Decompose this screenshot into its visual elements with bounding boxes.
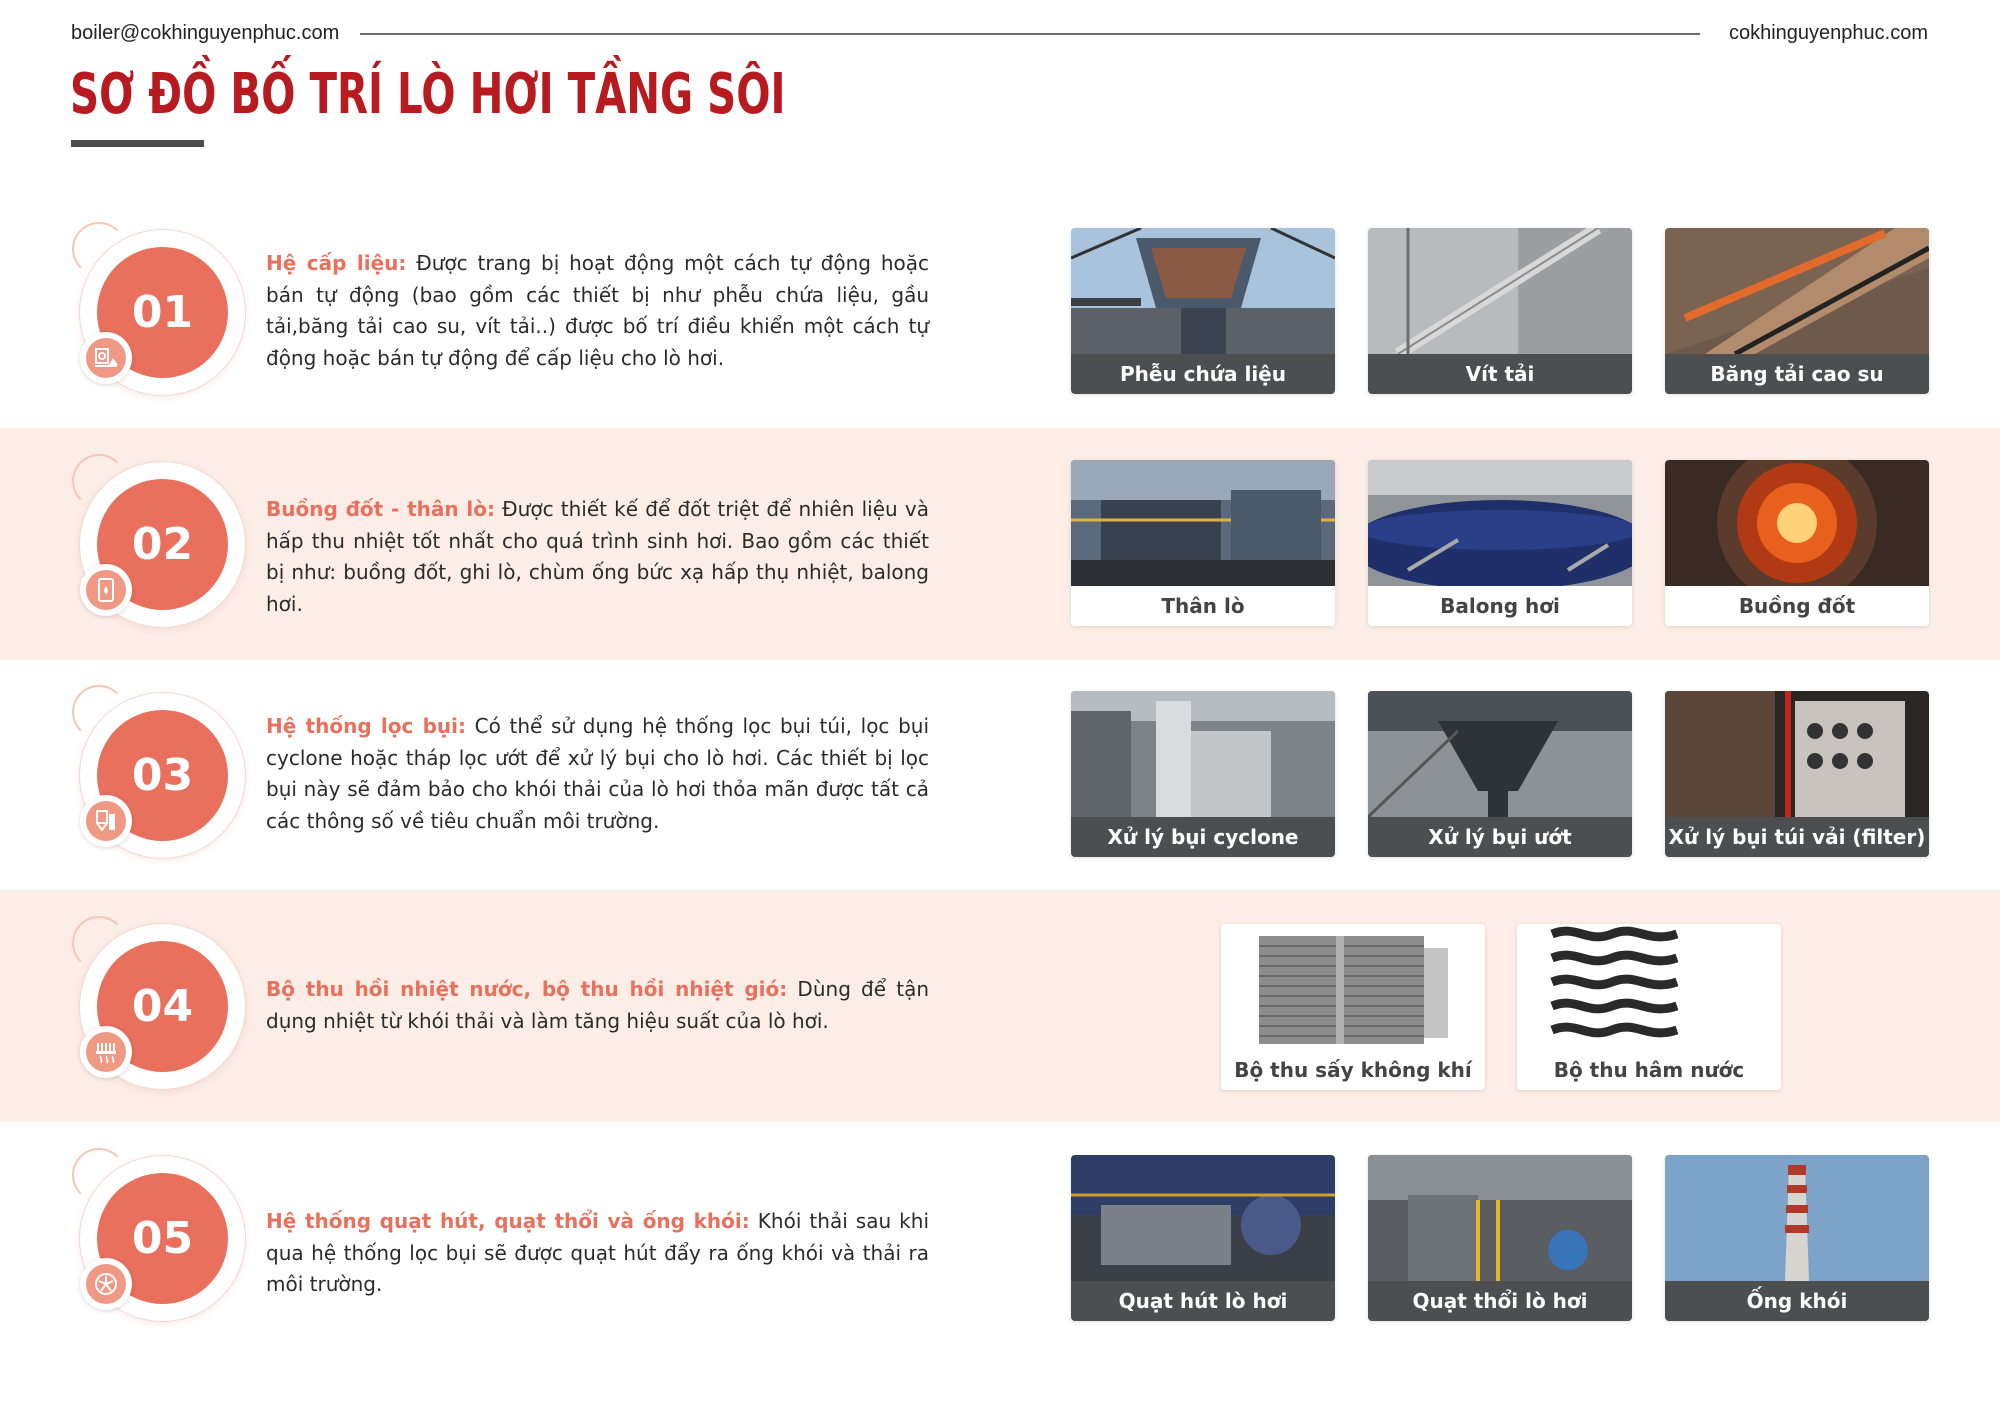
header-rule xyxy=(360,33,1700,35)
image-card xyxy=(1071,691,1335,857)
contact-email[interactable]: boiler@cokhinguyenphuc.com xyxy=(71,22,340,44)
chimney-photo xyxy=(1665,1155,1929,1281)
image-caption: Phễu chứa liệu xyxy=(1071,354,1335,394)
image-card xyxy=(1221,924,1485,1090)
air-preheater-photo xyxy=(1221,924,1485,1050)
bag-filter-photo xyxy=(1665,691,1929,817)
step-badge xyxy=(80,924,245,1089)
dust-filter-icon xyxy=(80,795,132,847)
image-caption: Bộ thu hâm nước xyxy=(1517,1050,1781,1090)
image-caption: Quạt hút lò hơi xyxy=(1071,1281,1335,1321)
step-number: 03 xyxy=(97,710,228,841)
image-card xyxy=(1071,228,1335,394)
section-text: Khói thải sau khi qua hệ thống lọc bụi sẽ được quạt hút đẩy ra ống khói và thải ra môi trường. xyxy=(266,1209,929,1296)
economizer-photo xyxy=(1517,924,1781,1050)
step-number: 05 xyxy=(97,1173,228,1304)
image-card xyxy=(1665,691,1929,857)
section-heading: Hệ thống lọc bụi: xyxy=(266,714,467,738)
section-description xyxy=(266,248,929,374)
section-description xyxy=(266,711,929,837)
section-heading: Hệ cấp liệu: xyxy=(266,251,407,275)
image-card xyxy=(1665,1155,1929,1321)
image-caption: Thân lò xyxy=(1071,586,1335,626)
section-description xyxy=(266,1206,929,1301)
image-caption: Ống khói xyxy=(1665,1281,1929,1321)
image-caption: Xử lý bụi cyclone xyxy=(1071,817,1335,857)
image-caption: Balong hơi xyxy=(1368,586,1632,626)
image-card xyxy=(1071,1155,1335,1321)
page-title: SƠ ĐỒ BỐ TRÍ LÒ HƠI TẦNG SÔI xyxy=(70,62,786,127)
rubber-belt-conveyor-photo xyxy=(1665,228,1929,354)
image-card xyxy=(1071,460,1335,626)
hopper-photo xyxy=(1071,228,1335,354)
fan-icon xyxy=(80,1258,132,1310)
forced-draft-fan-photo xyxy=(1368,1155,1632,1281)
combustion-chamber-photo xyxy=(1665,460,1929,586)
image-card xyxy=(1368,228,1632,394)
heat-recovery-icon xyxy=(80,1026,132,1078)
step-number: 02 xyxy=(97,479,228,610)
step-badge xyxy=(80,1156,245,1321)
image-caption: Vít tải xyxy=(1368,354,1632,394)
step-badge xyxy=(80,230,245,395)
section-heat-recovery xyxy=(0,890,2000,1122)
title-underline xyxy=(71,140,204,147)
section-text: Được thiết kế để đốt triệt để nhiên liệu và hấp thu nhiệt tốt nhất cho quá trình sinh hơi. Bao gồm các thiết bị như: buồng đốt, ghi lò, chùm ống bức xạ hấp thụ nhiệt, balong hơi. xyxy=(266,497,929,616)
website-link[interactable]: cokhinguyenphuc.com xyxy=(1728,22,1928,44)
boiler-icon xyxy=(80,564,132,616)
section-heading: Buồng đốt - thân lò: xyxy=(266,497,495,521)
section-heading: Hệ thống quạt hút, quạt thổi và ống khói: xyxy=(266,1209,750,1233)
feeder-icon xyxy=(80,332,132,384)
section-text: Được trang bị hoạt động một cách tự động hoặc bán tự động (bao gồm các thiết bị như phễu chứa liệu, gầu tải,băng tải cao su, vít tải..) được bố trí điều khiển một cách tự động hoặc bán tự động để cấp liệu cho lò hơi. xyxy=(266,251,929,370)
boiler-body-photo xyxy=(1071,460,1335,586)
section-fans-chimney xyxy=(0,1122,2000,1354)
step-badge xyxy=(80,462,245,627)
image-card xyxy=(1368,460,1632,626)
image-caption: Buồng đốt xyxy=(1665,586,1929,626)
section-combustion xyxy=(0,428,2000,660)
image-caption: Quạt thổi lò hơi xyxy=(1368,1281,1632,1321)
section-description xyxy=(266,494,929,620)
image-card xyxy=(1517,924,1781,1090)
section-dust-filter xyxy=(0,659,2000,891)
section-heading: Bộ thu hồi nhiệt nước, bộ thu hồi nhiệt gió: xyxy=(266,977,788,1001)
image-caption: Xử lý bụi túi vải (filter) xyxy=(1665,817,1929,857)
top-bar xyxy=(0,0,2000,70)
section-description xyxy=(266,974,929,1037)
step-number: 01 xyxy=(97,247,228,378)
step-number: 04 xyxy=(97,941,228,1072)
section-feeder xyxy=(0,196,2000,428)
image-card xyxy=(1368,1155,1632,1321)
image-caption: Bộ thu sấy không khí xyxy=(1221,1050,1485,1090)
image-caption: Xử lý bụi ướt xyxy=(1368,817,1632,857)
image-card xyxy=(1665,460,1929,626)
screw-conveyor-photo xyxy=(1368,228,1632,354)
step-badge xyxy=(80,693,245,858)
image-card xyxy=(1665,228,1929,394)
section-text: Dùng để tận dụng nhiệt từ khói thải và làm tăng hiệu suất của lò hơi. xyxy=(266,977,929,1033)
wet-scrubber-photo xyxy=(1368,691,1632,817)
section-text: Có thể sử dụng hệ thống lọc bụi túi, lọc bụi cyclone hoặc tháp lọc ướt để xử lý bụi cho lò hơi. Các thiết bị lọc bụi này sẽ đảm bảo cho khói thải của lò hơi thỏa mãn được tất cả các thông số về tiêu chuẩn môi trường. xyxy=(266,714,929,833)
image-card xyxy=(1368,691,1632,857)
cyclone-filter-photo xyxy=(1071,691,1335,817)
induced-draft-fan-photo xyxy=(1071,1155,1335,1281)
steam-drum-photo xyxy=(1368,460,1632,586)
image-caption: Băng tải cao su xyxy=(1665,354,1929,394)
